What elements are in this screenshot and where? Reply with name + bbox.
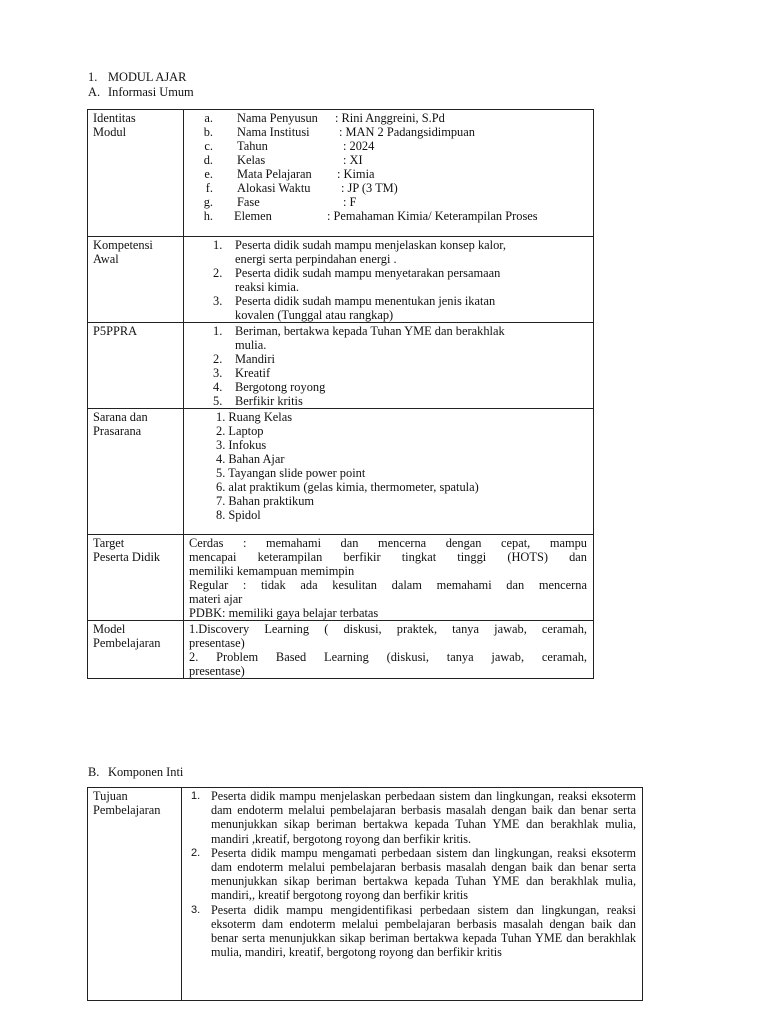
list-item: 8. Spidol: [216, 508, 261, 522]
item-text: Peserta didik sudah mampu menjelaskan konsep kalor,: [235, 238, 507, 252]
list-item: [189, 139, 587, 153]
kompetensi-list: [184, 237, 594, 323]
model-text: [184, 621, 594, 679]
item-text: Berfikir kritis: [235, 394, 303, 408]
table-row-sarana: [88, 409, 594, 535]
heading-text: MODUL AJAR: [108, 70, 187, 84]
list-item: [189, 366, 587, 380]
row-label: [88, 323, 184, 409]
item-number: 3.: [191, 903, 201, 916]
informasi-umum-table: [87, 109, 594, 679]
sarana-list: [184, 409, 594, 535]
row-label-line: Peserta Didik: [93, 550, 161, 564]
item-text: mulia.: [235, 338, 267, 352]
row-label-line: Prasarana: [93, 424, 142, 438]
table-row-p5ppra: [88, 323, 594, 409]
row-label-line: Pembelajaran: [93, 803, 161, 817]
item-number: 2.: [213, 352, 223, 366]
heading-text: Informasi Umum: [108, 85, 194, 99]
heading-text: Komponen Inti: [108, 765, 184, 779]
text-line: presentase): [189, 636, 245, 650]
list-item: [189, 195, 587, 209]
row-label-line: Awal: [93, 252, 119, 266]
text-line: 2. Problem Based Learning (diskusi, tanya jawab, ceramah,: [189, 650, 587, 664]
item-value: : F: [343, 195, 357, 209]
table-row-model: [88, 621, 594, 679]
item-text: Peserta didik mampu mengidentifikasi perbedaan sistem dan lingkungan, reaksi eksoterm dam endoterm melalui pembelajaran berbasis masalah dengan baik dan benar serta menunjukkan sikap beriman bertakwa kepada Tuhan YME dan berakhlak mulia, mandiri, kreatif, bergotong royong dan berfikir kritis: [211, 902, 636, 960]
tujuan-list: [182, 788, 643, 1001]
item-text: Peserta didik mampu mengamati perbedaan sistem dan lingkungan, reaksi eksoterm dam endoterm melalui pembelajaran berbasis masalah dengan baik dan benar serta menunjukkan sikap beriman bertakwa kepada Tuhan YME dan berakhlak mulia, mandiri,, kreatif bergotong royong dan berfikir kritis: [211, 845, 636, 903]
item-label: Mata Pelajaran: [237, 167, 312, 181]
row-label-line: Tujuan: [93, 789, 128, 803]
list-item: 3. Infokus: [216, 438, 267, 452]
item-number: 4.: [213, 380, 223, 394]
list-item: [189, 125, 587, 139]
text-line: mencapai keterampilan berfikir tingkat tinggi (HOTS) dan: [189, 550, 587, 564]
item-letter: c.: [204, 139, 213, 153]
item-value: : 2024: [343, 139, 375, 153]
item-text: kovalen (Tunggal atau rangkap): [235, 308, 394, 322]
section-heading-modul-ajar: [88, 70, 186, 84]
list-item: [189, 294, 587, 322]
item-label: Nama Penyusun: [237, 111, 318, 125]
p5ppra-list: [184, 323, 594, 409]
list-item: [189, 153, 587, 167]
row-label-line: P5PPRA: [93, 324, 138, 338]
row-label-line: Sarana dan: [93, 410, 148, 424]
item-letter: e.: [204, 167, 213, 181]
item-letter: g.: [203, 195, 213, 209]
item-label: Tahun: [237, 139, 268, 153]
item-letter: a.: [204, 111, 213, 125]
table-row-kompetensi: [88, 237, 594, 323]
text-line: Cerdas : memahami dan mencerna dengan cepat, mampu: [189, 536, 587, 550]
heading-number: 1.: [88, 70, 98, 84]
row-label: [88, 237, 184, 323]
item-letter: b.: [203, 125, 213, 139]
list-item: [187, 846, 636, 903]
row-label-line: Pembelajaran: [93, 636, 161, 650]
row-label-line: Kompetensi: [93, 238, 153, 252]
section-heading-informasi-umum: [88, 85, 194, 99]
item-value: : MAN 2 Padangsidimpuan: [339, 125, 475, 139]
row-label: [88, 110, 184, 237]
list-item: [189, 324, 587, 352]
list-item: [189, 209, 587, 223]
section-heading-komponen-inti: [88, 765, 183, 779]
text-line: memiliki kemampuan memimpin: [189, 564, 355, 578]
row-label-line: Model: [93, 622, 126, 636]
item-text: reaksi kimia.: [235, 280, 299, 294]
item-text: Peserta didik sudah mampu menentukan jenis ikatan: [235, 294, 496, 308]
item-label: Fase: [237, 195, 260, 209]
list-item: [187, 903, 636, 960]
list-item: [189, 266, 587, 294]
item-text: Peserta didik mampu menjelaskan perbedaan sistem dan lingkungan, reaksi eksoterm dam endoterm melalui pembelajaran berbasis masalah dengan baik dan benar serta menunjukkan sikap beriman bertakwa kepada Tuhan YME dan berakhlak mulia, mandiri ,kreatif, bergotong royong dan berfikir kritis.: [211, 789, 636, 846]
list-item: [187, 789, 636, 846]
row-label-line: Identitas: [93, 111, 136, 125]
item-value: : XI: [343, 153, 363, 167]
item-number: 5.: [213, 394, 223, 408]
row-label-line: Target: [93, 536, 125, 550]
item-label: Kelas: [237, 153, 266, 167]
item-letter: h.: [203, 209, 213, 223]
item-label: Elemen: [234, 209, 272, 223]
item-value: : JP (3 TM): [341, 181, 398, 195]
list-item: 7. Bahan praktikum: [216, 494, 315, 508]
list-item: [189, 238, 587, 266]
item-letter: d.: [203, 153, 213, 167]
item-label: Nama Institusi: [237, 125, 310, 139]
row-label: [88, 409, 184, 535]
item-text: Beriman, bertakwa kepada Tuhan YME dan berakhlak: [235, 324, 505, 338]
item-letter: f.: [205, 181, 213, 195]
item-text: energi serta perpindahan energi .: [235, 252, 397, 266]
list-item: [189, 111, 587, 125]
text-line: materi ajar: [189, 592, 243, 606]
table-row-tujuan: [88, 788, 643, 1001]
row-label-line: Modul: [93, 125, 127, 139]
row-label: [88, 621, 184, 679]
item-label: Alokasi Waktu: [237, 181, 311, 195]
list-item: [189, 181, 587, 195]
list-item: 1. Ruang Kelas: [216, 410, 293, 424]
target-text: [184, 535, 594, 621]
item-value: : Rini Anggreini, S.Pd: [335, 111, 445, 125]
row-label: [88, 535, 184, 621]
item-value: : Pemahaman Kimia/ Keterampilan Proses: [327, 209, 538, 223]
item-text: Bergotong royong: [235, 380, 326, 394]
text-line: 1.Discovery Learning ( diskusi, praktek, tanya jawab, ceramah,: [189, 622, 587, 636]
item-number: 1.: [191, 790, 201, 802]
item-text: Kreatif: [235, 366, 271, 380]
item-number: 1.: [213, 324, 223, 338]
item-number: 3.: [213, 366, 223, 380]
item-number: 2.: [191, 846, 201, 859]
item-number: 2.: [213, 266, 223, 280]
list-item: [189, 380, 587, 394]
text-line: PDBK: memiliki gaya belajar terbatas: [189, 606, 379, 620]
row-label: [88, 788, 182, 1001]
list-item: 6. alat praktikum (gelas kimia, thermometer, spatula): [216, 480, 479, 494]
list-item: 2. Laptop: [216, 424, 264, 438]
identitas-list: [184, 110, 594, 237]
table-row-identitas: [88, 110, 594, 237]
list-item: [189, 167, 587, 181]
item-value: : Kimia: [337, 167, 375, 181]
list-item: [189, 394, 587, 408]
heading-letter: A.: [88, 85, 101, 99]
item-text: Mandiri: [235, 352, 275, 366]
table-row-target: [88, 535, 594, 621]
komponen-inti-table: [87, 787, 643, 1001]
text-line: Regular : tidak ada kesulitan dalam memahami dan mencerna: [189, 578, 587, 592]
list-item: [189, 352, 587, 366]
item-text: Peserta didik sudah mampu menyetarakan persamaan: [235, 266, 501, 280]
text-line: presentase): [189, 664, 245, 678]
list-item: 4. Bahan Ajar: [216, 452, 285, 466]
item-number: 1.: [213, 238, 223, 252]
heading-letter: B.: [88, 765, 100, 779]
list-item: 5. Tayangan slide power point: [216, 466, 366, 480]
item-number: 3.: [213, 294, 223, 308]
